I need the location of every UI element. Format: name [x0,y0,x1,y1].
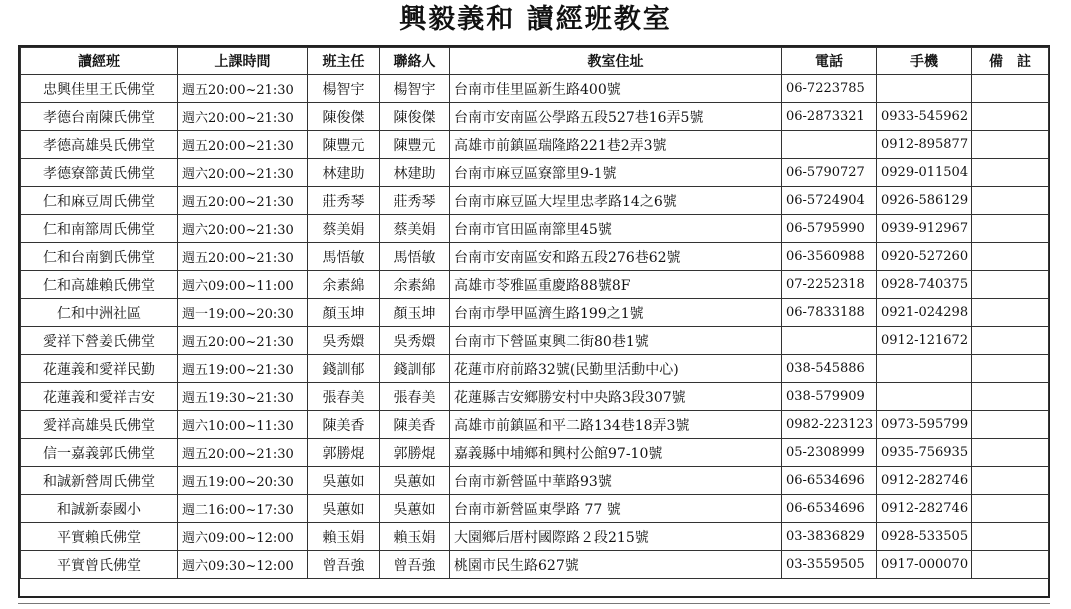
header-time: 上課時間 [178,48,308,75]
table-row [21,467,1049,495]
cell-phone: 06-7833188 [782,299,877,327]
cell-address: 台南市麻豆區寮篰里9-1號 [450,159,782,187]
cell-phone: 038-579909 [782,383,877,411]
cell-note [972,103,1049,131]
cell-note [972,467,1049,495]
cell-head: 張春美 [308,383,380,411]
table-row [21,299,1049,327]
cell-time: 週六09:30~12:00 [178,551,308,579]
cell-note [972,131,1049,159]
table-row [21,131,1049,159]
cell-contact: 余素綿 [380,271,450,299]
cell-contact: 曾吾強 [380,551,450,579]
cell-contact: 郭勝焜 [380,439,450,467]
cell-head: 林建助 [308,159,380,187]
cell-head: 曾吾強 [308,551,380,579]
cell-address: 高雄市苓雅區重慶路88號8F [450,271,782,299]
cell-note [972,327,1049,355]
cell-mobile: 0926-586129 [877,187,972,215]
cell-address: 台南市安南區安和路五段276巷62號 [450,243,782,271]
cell-address: 台南市官田區南篰里45號 [450,215,782,243]
cell-class: 孝德高雄吳氏佛堂 [21,131,178,159]
cell-mobile: 0921-024298 [877,299,972,327]
cell-class: 花蓮義和愛祥吉安 [21,383,178,411]
table-row [21,159,1049,187]
cell-note [972,159,1049,187]
cell-address: 高雄市前鎮區和平二路134巷18弄3號 [450,411,782,439]
table-row [21,551,1049,579]
cell-mobile: 0912-282746 [877,467,972,495]
cell-class: 忠興佳里王氏佛堂 [21,75,178,103]
cell-phone: 06-7223785 [782,75,877,103]
cell-class: 愛祥下營姜氏佛堂 [21,327,178,355]
cell-contact: 顏玉坤 [380,299,450,327]
cell-class: 孝德寮篰黃氏佛堂 [21,159,178,187]
cell-note [972,75,1049,103]
cell-phone: 06-5795990 [782,215,877,243]
table-row [21,75,1049,103]
cell-phone: 06-3560988 [782,243,877,271]
cell-note [972,355,1049,383]
cell-note [972,551,1049,579]
cell-class: 和誠新泰國小 [21,495,178,523]
cell-phone: 07-2252318 [782,271,877,299]
table-row [21,355,1049,383]
cell-address: 台南市下營區東興二街80巷1號 [450,327,782,355]
cell-address: 桃園市民生路627號 [450,551,782,579]
cell-contact: 陳俊傑 [380,103,450,131]
page-title: 興毅義和 讀經班教室 [399,4,672,35]
cell-class: 仁和麻豆周氏佛堂 [21,187,178,215]
cell-phone: 06-6534696 [782,467,877,495]
cell-time: 週五19:00~21:30 [178,355,308,383]
header-class: 讀經班 [21,48,178,75]
cell-contact: 莊秀琴 [380,187,450,215]
cell-mobile: 0912-282746 [877,495,972,523]
cell-mobile: 0929-011504 [877,159,972,187]
cell-time: 週五20:00~21:30 [178,439,308,467]
cell-class: 仁和高雄賴氏佛堂 [21,271,178,299]
cell-class: 仁和南篰周氏佛堂 [21,215,178,243]
cell-note [972,523,1049,551]
cell-address: 花蓮縣吉安鄉勝安村中央路3段307號 [450,383,782,411]
page-bottom-rule [18,603,1050,604]
cell-mobile [877,383,972,411]
cell-head: 楊智宇 [308,75,380,103]
classroom-table [20,47,1049,579]
table-row [21,243,1049,271]
cell-phone [782,327,877,355]
cell-contact: 楊智宇 [380,75,450,103]
cell-phone: 03-3836829 [782,523,877,551]
cell-head: 賴玉娟 [308,523,380,551]
cell-phone: 06-2873321 [782,103,877,131]
cell-head: 馬悟敏 [308,243,380,271]
table-row [21,271,1049,299]
table-body [21,75,1049,579]
cell-time: 週六10:00~11:30 [178,411,308,439]
cell-contact: 林建助 [380,159,450,187]
cell-head: 郭勝焜 [308,439,380,467]
table-row [21,439,1049,467]
cell-mobile: 0912-121672 [877,327,972,355]
table-row [21,215,1049,243]
cell-phone: 06-5724904 [782,187,877,215]
cell-note [972,215,1049,243]
cell-mobile: 0928-533505 [877,523,972,551]
cell-contact: 蔡美娟 [380,215,450,243]
cell-note [972,187,1049,215]
table-row [21,327,1049,355]
cell-class: 孝德台南陳氏佛堂 [21,103,178,131]
cell-note [972,383,1049,411]
cell-time: 週一19:00~20:30 [178,299,308,327]
cell-contact: 吳蕙如 [380,467,450,495]
cell-time: 週六20:00~21:30 [178,159,308,187]
table-row [21,383,1049,411]
cell-address: 台南市安南區公學路五段527巷16弄5號 [450,103,782,131]
cell-address: 台南市學甲區濟生路199之1號 [450,299,782,327]
cell-class: 平實曾氏佛堂 [21,551,178,579]
cell-mobile [877,75,972,103]
cell-note [972,495,1049,523]
cell-mobile: 0920-527260 [877,243,972,271]
cell-class: 仁和台南劉氏佛堂 [21,243,178,271]
cell-time: 週五20:00~21:30 [178,243,308,271]
cell-phone [782,131,877,159]
cell-address: 台南市佳里區新生路400號 [450,75,782,103]
classroom-table-frame [18,45,1050,598]
cell-note [972,299,1049,327]
cell-time: 週六09:00~11:00 [178,271,308,299]
header-mobile: 手機 [877,48,972,75]
cell-time: 週五19:00~20:30 [178,467,308,495]
cell-mobile: 0935-756935 [877,439,972,467]
table-row [21,495,1049,523]
cell-address: 台南市麻豆區大埕里忠孝路14之6號 [450,187,782,215]
cell-head: 陳美香 [308,411,380,439]
cell-class: 平實賴氏佛堂 [21,523,178,551]
cell-mobile: 0939-912967 [877,215,972,243]
cell-class: 花蓮義和愛祥民勤 [21,355,178,383]
cell-phone: 03-3559505 [782,551,877,579]
cell-phone: 06-6534696 [782,495,877,523]
header-head: 班主任 [308,48,380,75]
cell-note [972,439,1049,467]
cell-head: 吳秀嬛 [308,327,380,355]
cell-phone: 0982-223123 [782,411,877,439]
cell-address: 大園鄉后厝村國際路２段215號 [450,523,782,551]
cell-mobile: 0928-740375 [877,271,972,299]
cell-time: 週六20:00~21:30 [178,215,308,243]
cell-address: 台南市新營區東學路 77 號 [450,495,782,523]
cell-head: 吳蕙如 [308,495,380,523]
cell-contact: 張春美 [380,383,450,411]
cell-mobile: 0917-000070 [877,551,972,579]
cell-head: 錢訓郁 [308,355,380,383]
cell-time: 週二16:00~17:30 [178,495,308,523]
cell-time: 週五20:00~21:30 [178,327,308,355]
cell-contact: 吳秀嬛 [380,327,450,355]
header-note: 備 註 [972,48,1049,75]
cell-note [972,411,1049,439]
cell-contact: 吳蕙如 [380,495,450,523]
cell-contact: 錢訓郁 [380,355,450,383]
cell-time: 週五20:00~21:30 [178,75,308,103]
table-header-row [21,48,1049,75]
cell-head: 顏玉坤 [308,299,380,327]
header-address: 教室住址 [450,48,782,75]
cell-mobile [877,355,972,383]
cell-phone: 038-545886 [782,355,877,383]
table-row [21,411,1049,439]
cell-address: 台南市新營區中華路93號 [450,467,782,495]
cell-time: 週六09:00~12:00 [178,523,308,551]
cell-class: 愛祥高雄吳氏佛堂 [21,411,178,439]
cell-phone: 05-2308999 [782,439,877,467]
cell-time: 週六20:00~21:30 [178,103,308,131]
cell-contact: 賴玉娟 [380,523,450,551]
cell-note [972,271,1049,299]
cell-contact: 陳美香 [380,411,450,439]
table-row [21,103,1049,131]
cell-head: 吳蕙如 [308,467,380,495]
header-contact: 聯絡人 [380,48,450,75]
cell-head: 莊秀琴 [308,187,380,215]
cell-address: 嘉義縣中埔鄉和興村公館97-10號 [450,439,782,467]
cell-head: 蔡美娟 [308,215,380,243]
cell-mobile: 0933-545962 [877,103,972,131]
cell-contact: 馬悟敏 [380,243,450,271]
cell-mobile: 0912-895877 [877,131,972,159]
cell-time: 週五20:00~21:30 [178,131,308,159]
cell-address: 高雄市前鎮區瑞隆路221巷2弄3號 [450,131,782,159]
header-phone: 電話 [782,48,877,75]
cell-contact: 陳豐元 [380,131,450,159]
cell-time: 週五20:00~21:30 [178,187,308,215]
cell-mobile: 0973-595799 [877,411,972,439]
cell-class: 仁和中洲社區 [21,299,178,327]
cell-head: 陳豐元 [308,131,380,159]
table-row [21,523,1049,551]
cell-time: 週五19:30~21:30 [178,383,308,411]
cell-head: 陳俊傑 [308,103,380,131]
cell-class: 和誠新營周氏佛堂 [21,467,178,495]
cell-phone: 06-5790727 [782,159,877,187]
cell-class: 信一嘉義郭氏佛堂 [21,439,178,467]
cell-head: 余素綿 [308,271,380,299]
cell-note [972,243,1049,271]
cell-address: 花蓮市府前路32號(民勤里活動中心) [450,355,782,383]
table-row [21,187,1049,215]
